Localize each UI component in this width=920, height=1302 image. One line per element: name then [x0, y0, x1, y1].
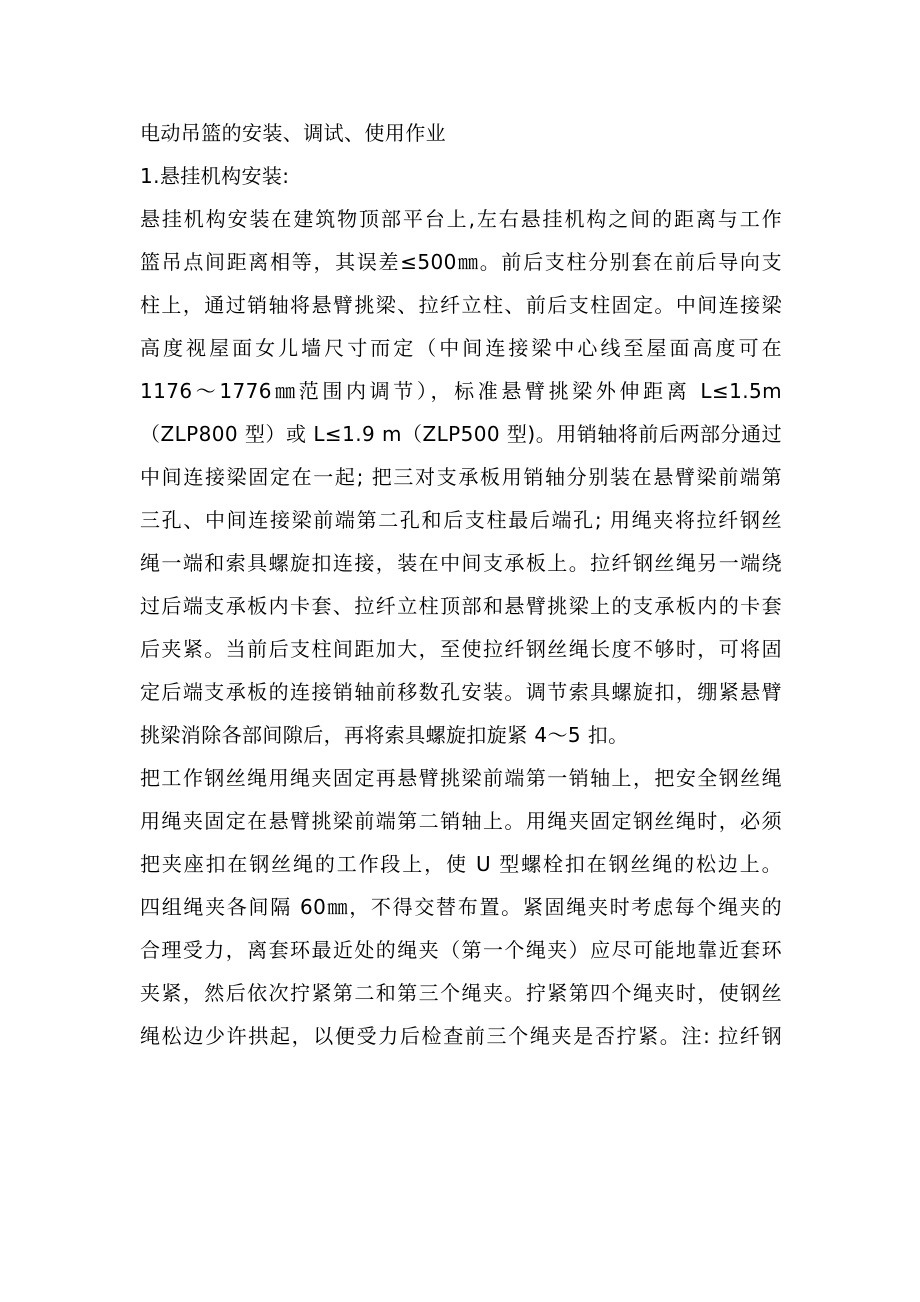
paragraph-line: （ZLP800 型）或 L≤1.9 m（ZLP500 型)。用销轴将前后两部分通过	[140, 422, 782, 446]
paragraph-line: 用绳夹固定在悬臂挑梁前端第二销轴上。用绳夹固定钢丝绳时，必须	[140, 809, 782, 833]
paragraph-line: 中间连接梁固定在一起; 把三对支承板用销轴分别装在悬臂梁前端第	[140, 465, 782, 489]
paragraph-line: 四组绳夹各间隔 60㎜，不得交替布置。紧固绳夹时考虑每个绳夹的	[140, 895, 782, 919]
paragraph-line: 绳松边少许拱起，以便受力后检查前三个绳夹是否拧紧。注: 拉纤钢	[140, 1024, 782, 1048]
paragraph-line: 高度视屋面女儿墙尺寸而定（中间连接梁中心线至屋面高度可在	[140, 336, 782, 360]
paragraph-line: 夹紧，然后依次拧紧第二和第三个绳夹。拧紧第四个绳夹时，使钢丝	[140, 981, 782, 1005]
paragraph-line: 把夹座扣在钢丝绳的工作段上，使 U 型螺栓扣在钢丝绳的松边上。	[140, 852, 782, 876]
paragraph-line: 把工作钢丝绳用绳夹固定再悬臂挑梁前端第一销轴上，把安全钢丝绳	[140, 766, 782, 790]
paragraph-line: 悬挂机构安装在建筑物顶部平台上,左右悬挂机构之间的距离与工作	[140, 207, 782, 231]
paragraph-line: 后夹紧。当前后支柱间距加大，至使拉纤钢丝绳长度不够时，可将固	[140, 637, 782, 661]
paragraph-2	[140, 757, 782, 1058]
document-title: 电动吊篮的安装、调试、使用作业	[140, 121, 446, 145]
paragraph-line: 定后端支承板的连接销轴前移数孔安装。调节索具螺旋扣，绷紧悬臂	[140, 680, 782, 704]
section-heading: 1.悬挂机构安装:	[140, 164, 290, 188]
paragraph-1	[140, 198, 782, 757]
paragraph-line: 合理受力，离套环最近处的绳夹（第一个绳夹）应尽可能地靠近套环	[140, 938, 782, 962]
paragraph-line: 过后端支承板内卡套、拉纤立柱顶部和悬臂挑梁上的支承板内的卡套	[140, 594, 782, 618]
paragraph-line: 三孔、中间连接梁前端第二孔和后支柱最后端孔; 用绳夹将拉纤钢丝	[140, 508, 782, 532]
document-body	[140, 112, 782, 1058]
paragraph-line: 挑梁消除各部间隙后，再将索具螺旋扣旋紧 4～5 扣。	[140, 723, 629, 747]
paragraph-line: 柱上，通过销轴将悬臂挑梁、拉纤立柱、前后支柱固定。中间连接梁	[140, 293, 782, 317]
paragraph-line: 篮吊点间距离相等，其误差≤500㎜。前后支柱分别套在前后导向支	[140, 250, 782, 274]
paragraph-line: 1176～1776㎜范围内调节），标准悬臂挑梁外伸距离 L≤1.5m	[140, 379, 782, 403]
paragraph-line: 绳一端和索具螺旋扣连接，装在中间支承板上。拉纤钢丝绳另一端绕	[140, 551, 782, 575]
